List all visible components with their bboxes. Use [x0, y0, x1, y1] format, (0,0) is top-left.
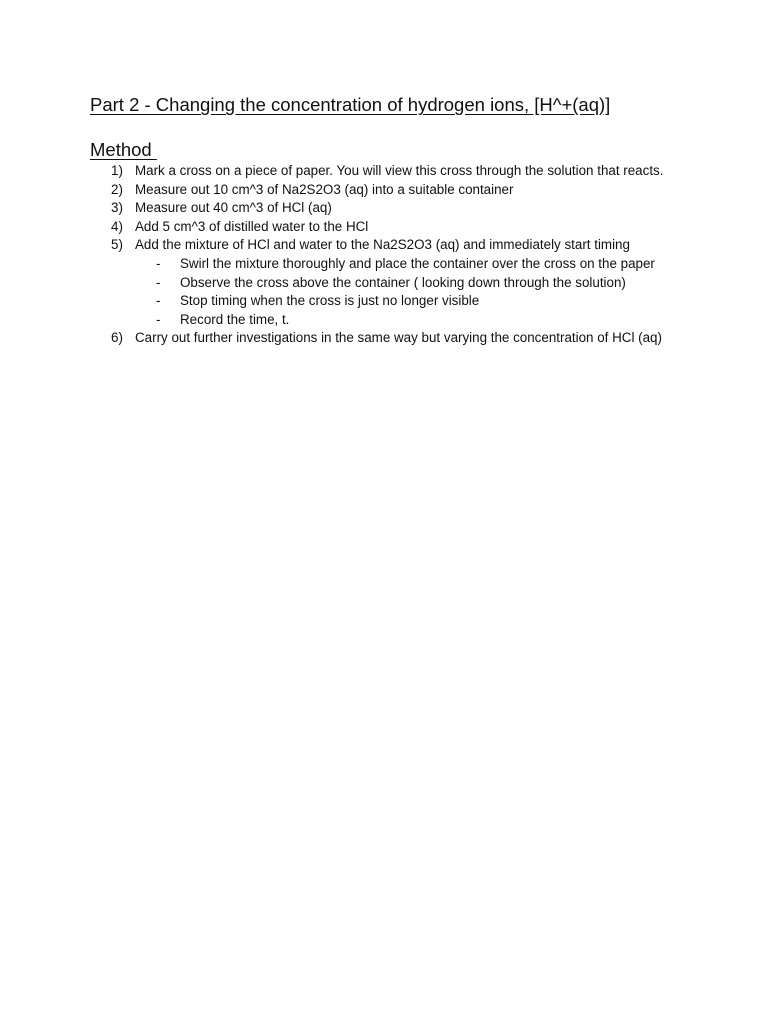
dash-bullet: -: [156, 255, 161, 271]
dash-bullet: -: [156, 274, 161, 290]
method-steps-list: [0, 162, 768, 348]
substeps-list: [135, 255, 675, 329]
list-item: [0, 329, 675, 348]
list-item: [0, 181, 675, 200]
dash-bullet: -: [156, 311, 161, 327]
step-text: Carry out further investigations in the same way but varying the concentration of HCl (aq): [135, 330, 662, 346]
list-item: [0, 199, 675, 218]
step-number: 4): [111, 218, 123, 234]
dash-bullet: -: [156, 293, 161, 309]
list-item: [0, 236, 675, 329]
step-text: Measure out 40 cm^3 of HCl (aq): [135, 200, 332, 216]
substep-text: Swirl the mixture thoroughly and place the container over the cross on the paper: [180, 255, 655, 271]
step-number: 2): [111, 181, 123, 197]
document-title: Part 2 - Changing the concentration of hydrogen ions, [H^+(aq)]: [90, 94, 611, 115]
step-text: Mark a cross on a piece of paper. You will view this cross through the solution that reacts.: [135, 163, 664, 178]
sub-list-item: [134, 274, 675, 293]
step-text: Add 5 cm^3 of distilled water to the HCl: [135, 218, 369, 234]
list-item: [0, 162, 675, 181]
list-item: [0, 218, 675, 237]
step-number: 3): [111, 200, 123, 216]
step-text: Measure out 10 cm^3 of Na2S2O3 (aq) into a suitable container: [135, 181, 514, 197]
substep-text: Record the time, t.: [180, 311, 290, 327]
substep-text: Stop timing when the cross is just no longer visible: [180, 293, 480, 309]
sub-list-item: [134, 292, 675, 311]
step-text: Add the mixture of HCl and water to the Na2S2O3 (aq) and immediately start timing: [135, 237, 630, 253]
method-heading: Method: [90, 139, 157, 160]
sub-list-item: [134, 255, 675, 274]
step-number: 5): [111, 237, 123, 253]
step-number: 6): [111, 330, 123, 346]
step-number: 1): [111, 163, 123, 178]
sub-list-item: [134, 311, 675, 330]
substep-text: Observe the cross above the container ( looking down through the solution): [180, 274, 626, 290]
